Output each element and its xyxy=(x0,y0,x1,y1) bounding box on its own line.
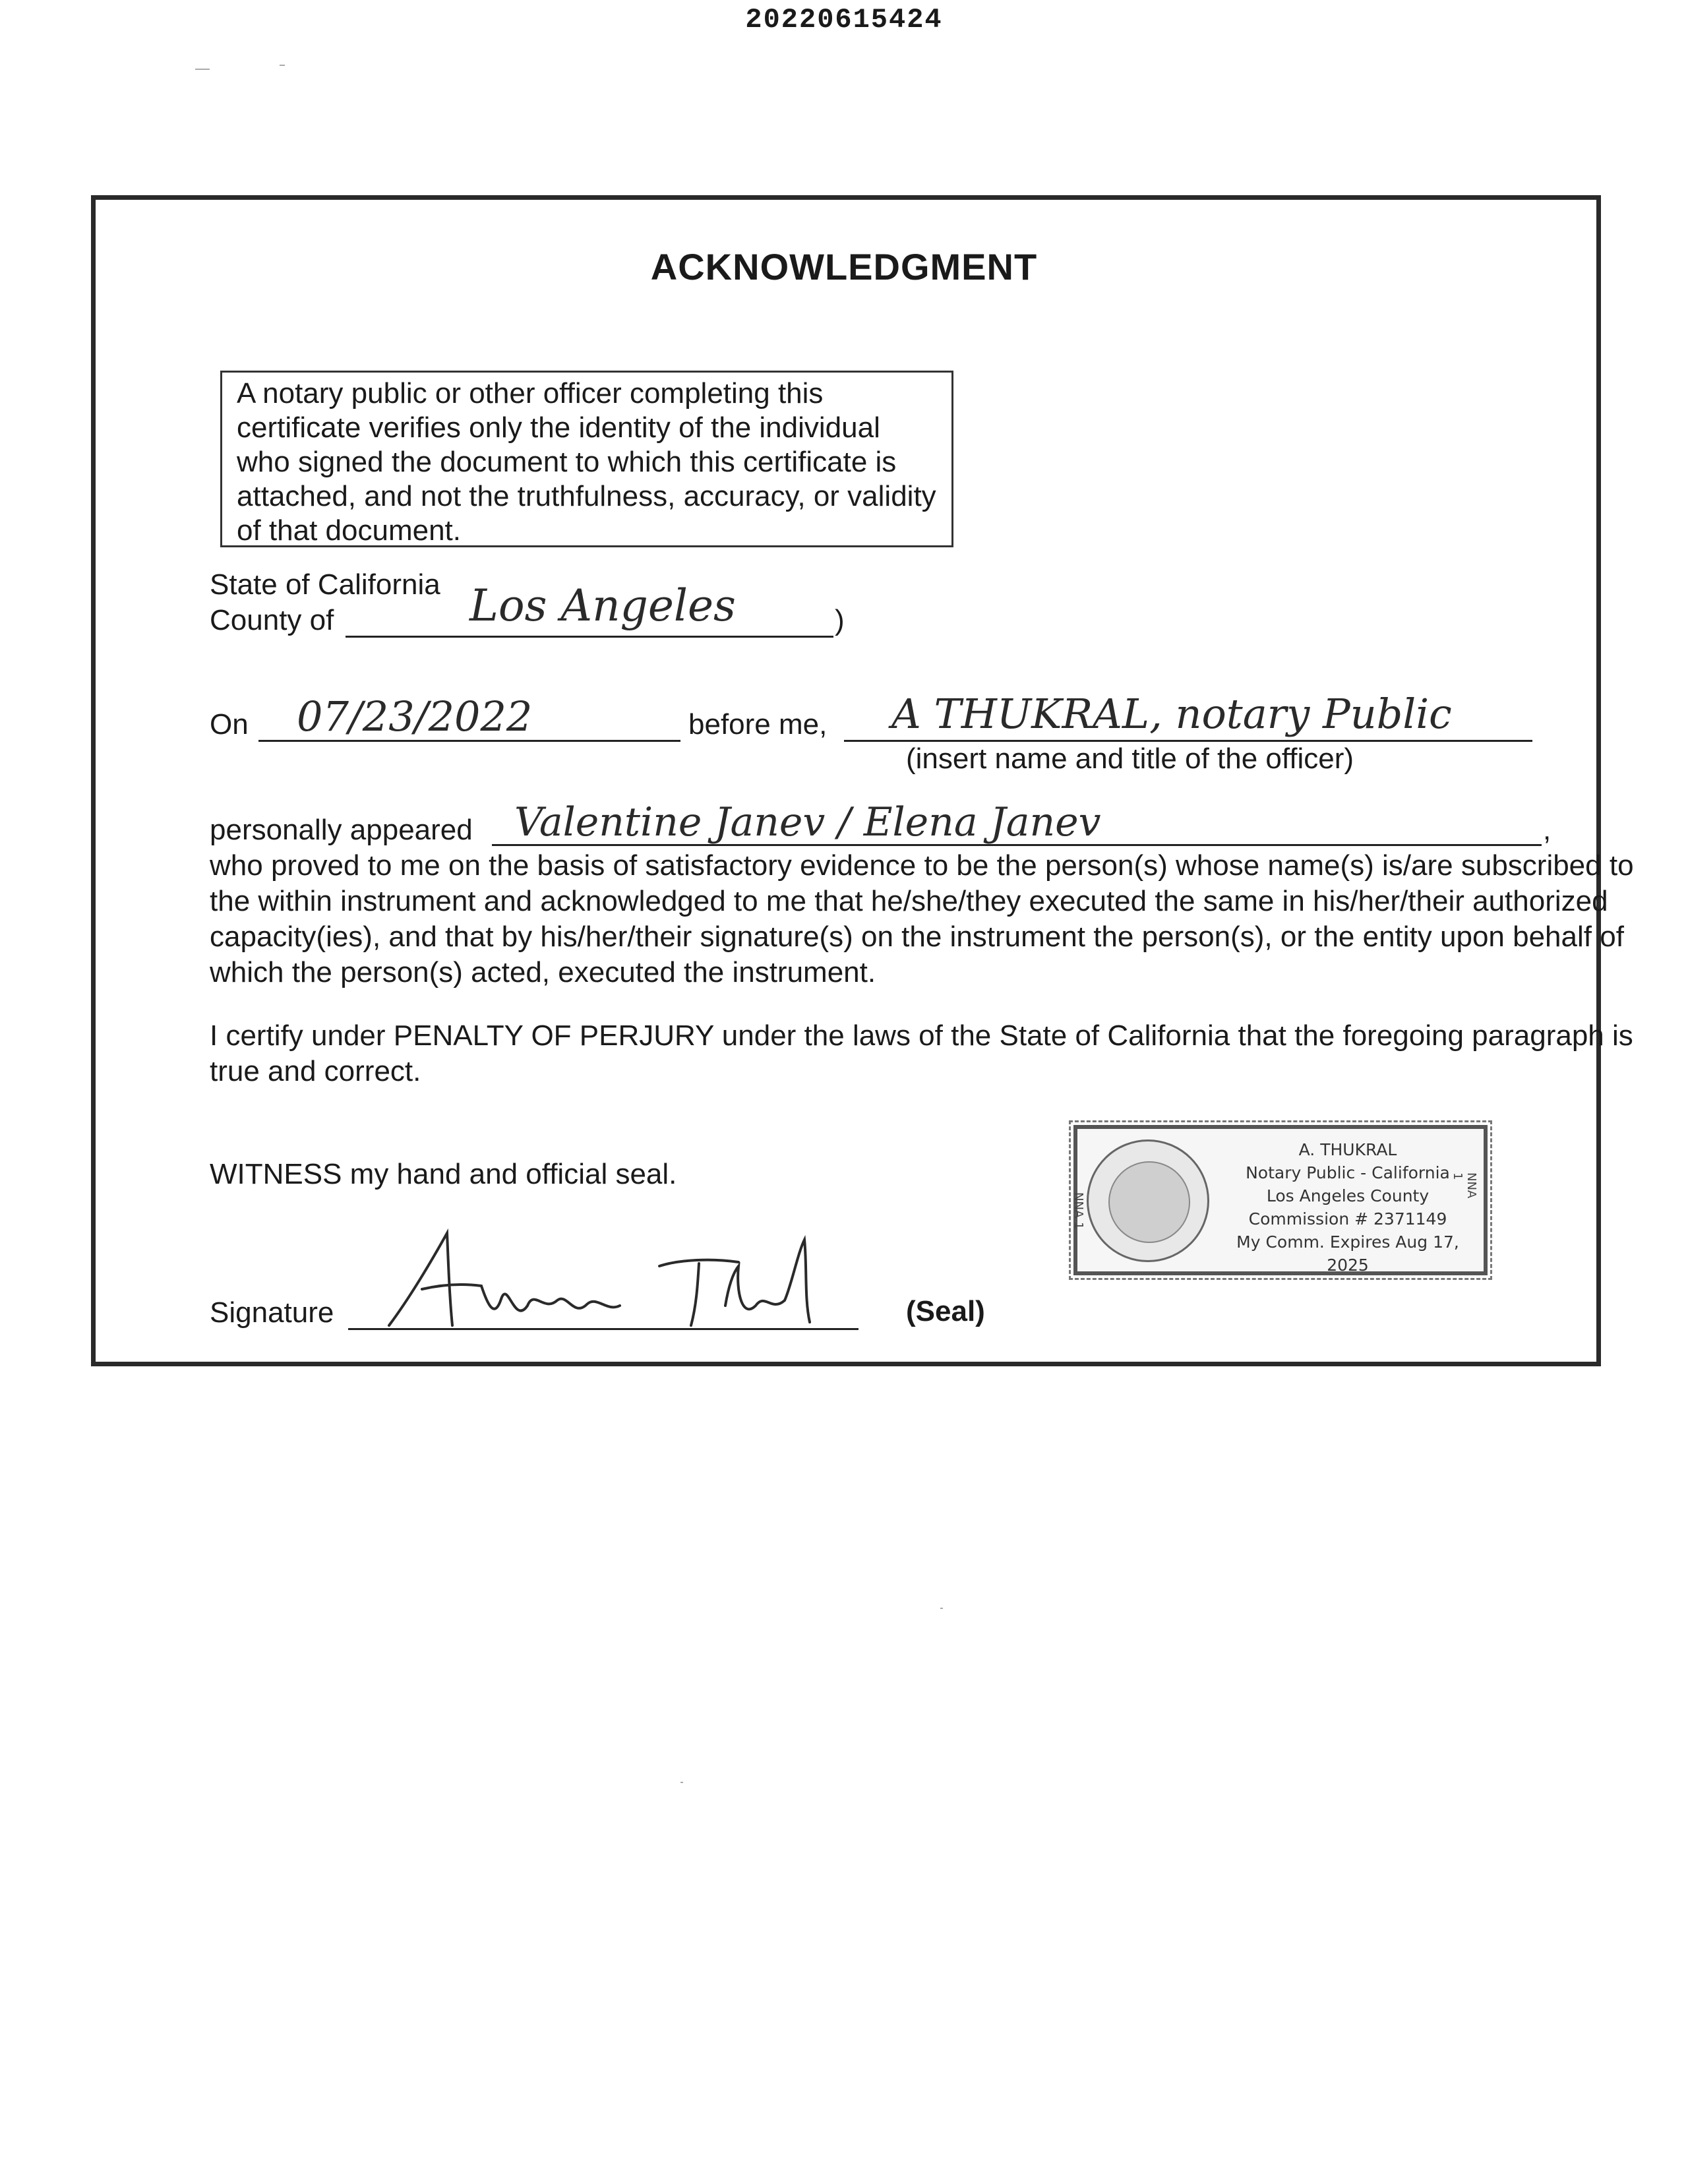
witness-statement: WITNESS my hand and official seal. xyxy=(210,1158,677,1190)
officer-hint: (insert name and title of the officer) xyxy=(906,743,1354,775)
seal-side-mark-left: NNA 1 xyxy=(1071,1192,1085,1230)
seal-label: (Seal) xyxy=(906,1295,985,1327)
document-number: 20220615424 xyxy=(745,4,943,36)
state-seal-emblem xyxy=(1087,1139,1209,1262)
seal-side-mark-right: NNA 1 xyxy=(1451,1172,1478,1199)
county-field-line xyxy=(346,636,833,638)
personally-appeared-label: personally appeared xyxy=(210,814,473,846)
notice-text: A notary public or other officer completing this certificate verifies only the identity of the individual who signed the document to which this certificate is attached, and not the truthfulness, accuracy, or validity of that document. xyxy=(237,377,936,547)
state-label: State of California xyxy=(210,568,440,601)
seal-notary-name: A. THUKRAL xyxy=(1298,1140,1397,1159)
county-label: County of xyxy=(210,604,334,636)
page-title: ACKNOWLEDGMENT xyxy=(650,246,1038,288)
scan-speck xyxy=(280,65,285,66)
officer-handwritten: A THUKRAL, notary Public xyxy=(891,690,1452,738)
notary-seal-stamp xyxy=(1073,1125,1488,1275)
scan-speck xyxy=(940,1608,943,1609)
persons-comma: , xyxy=(1543,814,1552,846)
scan-speck xyxy=(680,1782,683,1783)
seal-commission: Commission # 2371149 xyxy=(1248,1209,1447,1228)
signature-label: Signature xyxy=(210,1296,334,1329)
persons-handwritten: Valentine Janev / Elena Janev xyxy=(514,799,1101,845)
notice-box xyxy=(220,371,953,547)
date-handwritten: 07/23/2022 xyxy=(297,692,533,741)
bear-emblem-icon xyxy=(1108,1161,1190,1243)
perjury-certification: I certify under PENALTY OF PERJURY under the laws of the State of California that the foregoing paragraph is true and correct. xyxy=(210,1019,1633,1087)
appearance-body: who proved to me on the basis of satisfactory evidence to be the person(s) whose name(s) is/are subscribed to the within instrument and acknowledged to me that he/she/they executed the same in his/her/their authorized capacity(ies), and that by his/her/their signature(s) on the instrument the person(s), or the entity upon behalf of which the person(s) acted, executed the instrument. xyxy=(210,849,1634,988)
before-me-label: before me, xyxy=(688,708,828,741)
county-close-paren: ) xyxy=(835,604,845,636)
seal-county: Los Angeles County xyxy=(1266,1186,1430,1205)
seal-notary-title: Notary Public - California xyxy=(1246,1163,1450,1182)
seal-text-block xyxy=(1216,1138,1480,1277)
county-handwritten: Los Angeles xyxy=(469,580,736,631)
handwritten-signature xyxy=(369,1227,857,1339)
on-label: On xyxy=(210,708,249,741)
seal-expiration: My Comm. Expires Aug 17, 2025 xyxy=(1236,1232,1459,1275)
scan-speck xyxy=(195,69,210,70)
